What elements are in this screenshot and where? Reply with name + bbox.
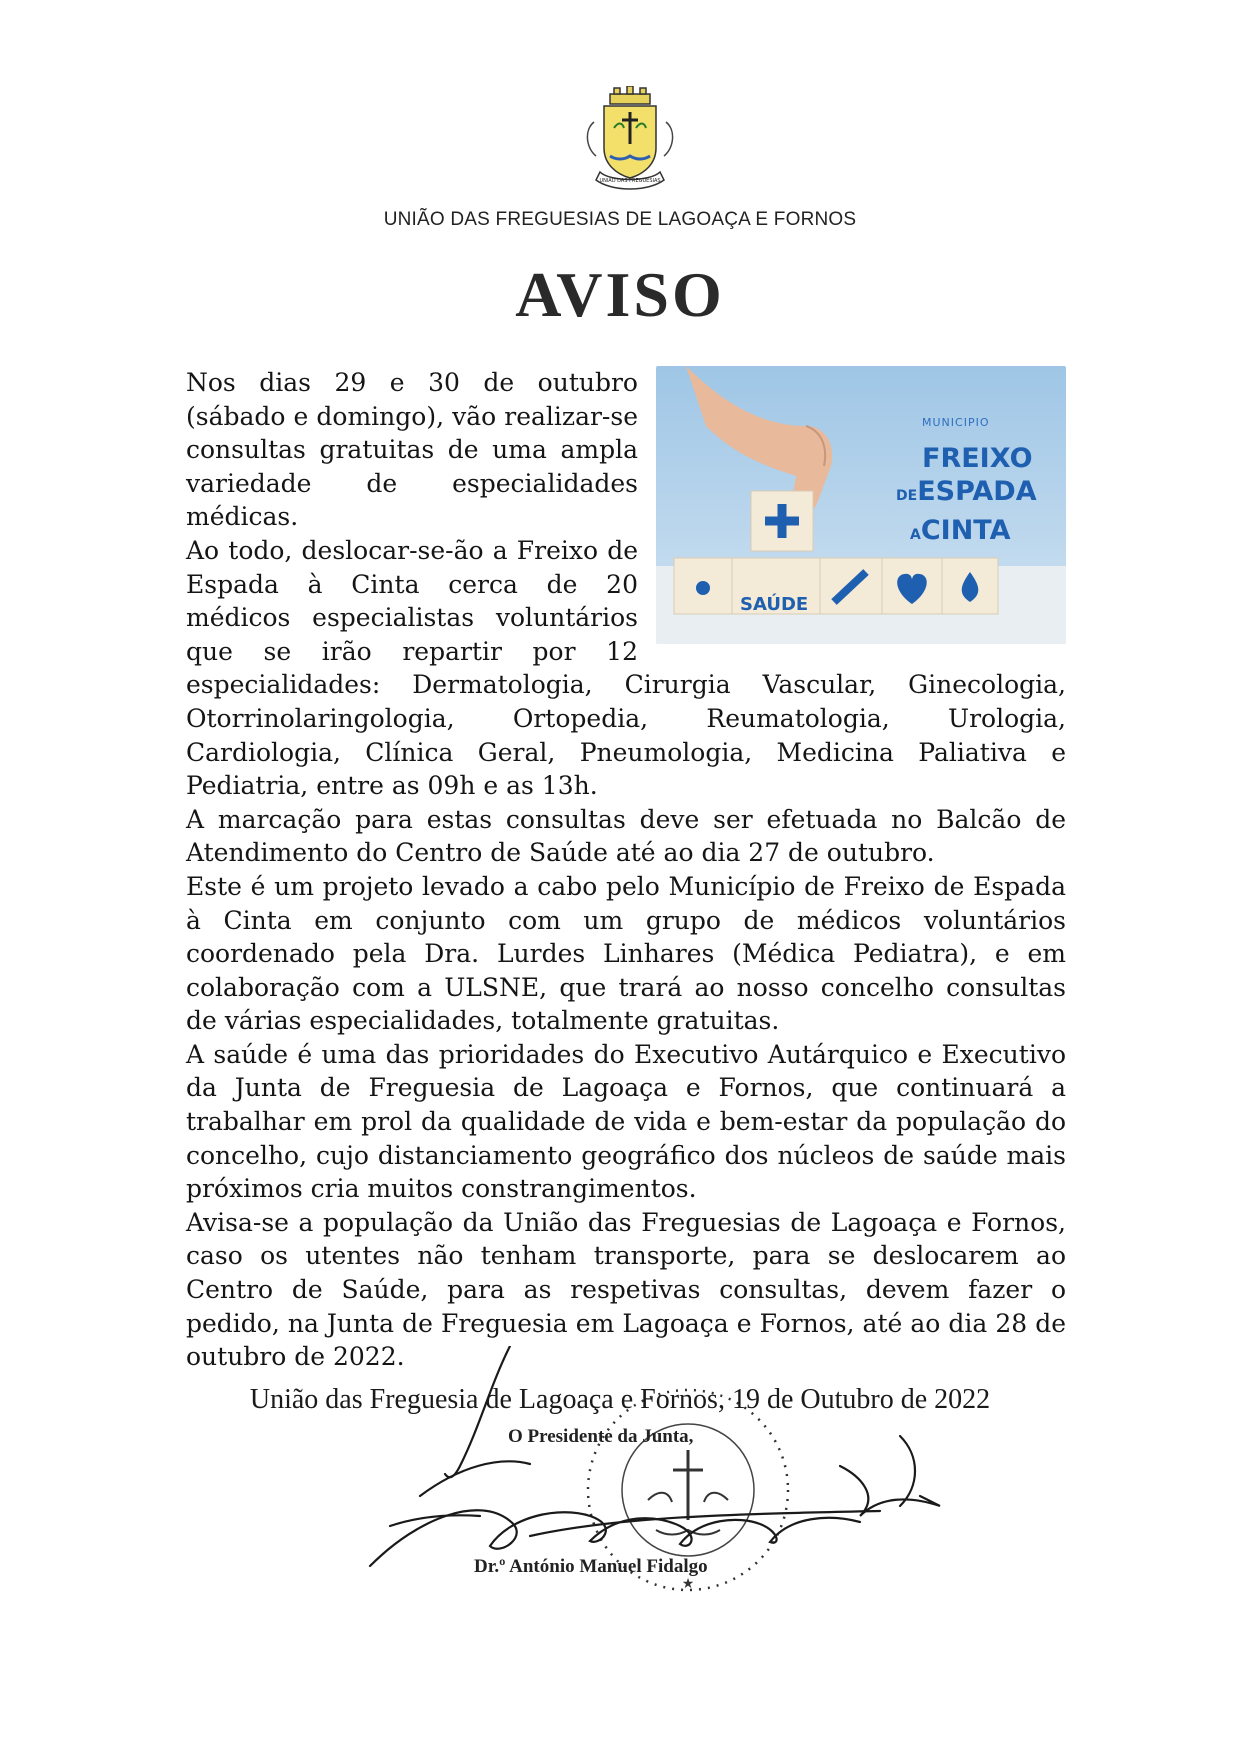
promo-line2-prefix: DE	[896, 488, 918, 505]
saude-block-label: SAÚDE	[740, 594, 809, 615]
paragraph: Ao todo, deslocar-se-ão a Freixo de Espada à Cinta cerca de 20 médicos especialistas voluntários que se irão repartir por 12 especialidades: Dermatologia, Cirurgia Vascular, Ginecologia, Otorrinolaringologia, Ortopedia, Reumatologia, Urologia, Cardiologia, Clínica Geral, Pneumologia, Medicina Paliativa e Pediatria, entre as 09h e as 13h.	[186, 535, 1066, 801]
promo-line2	[896, 475, 1066, 514]
crest-motto: UNIÃO DAS FREGUESIAS	[599, 178, 661, 184]
notice-body	[186, 366, 1066, 1374]
promo-line3-text: CINTA	[920, 514, 1011, 546]
signer-role: O Presidente da Junta,	[508, 1426, 694, 1447]
paragraph: Nos dias 29 e 30 de outubro (sábado e domingo), vão realizar-se consultas gratuitas de uma ampla variedade de especialidades médicas.	[186, 368, 638, 532]
organization-name: UNIÃO DAS FREGUESIAS DE LAGOAÇA E FORNOS	[383, 209, 857, 230]
promo-line3-prefix: A	[910, 526, 921, 543]
promo-line2-text: ESPADA	[917, 476, 1037, 508]
signer-name: Dr.º António Manuel Fidalgo	[474, 1556, 708, 1577]
paragraph: A saúde é uma das prioridades do Executivo Autárquico e Executivo da Junta de Freguesia de Lagoaça e Fornos, que continuará a trabalhar em prol da qualidade de vida e bem-estar da população do concelho, cujo distanciamento geográfico dos núcleos de saúde mais próximos cria muitos constrangimentos.	[186, 1039, 1066, 1204]
paragraph: Este é um projeto levado a cabo pelo Município de Freixo de Espada à Cinta em conjunto com um grupo de médicos voluntários coordenado pela Dra. Lurdes Linhares (Médica Pediatra), e em colaboração com a ULSNE, que trará ao nosso concelho consultas de várias especialidades, totalmente gratuitas.	[186, 871, 1066, 1036]
page-title: AVISO	[515, 259, 725, 330]
promo-line1: FREIXO	[922, 442, 1033, 474]
paragraph: Avisa-se a população da União das Freguesias de Lagoaça e Fornos, caso os utentes não tenham transporte, para se deslocarem ao Centro de Saúde, para as respetivas consultas, devem fazer o pedido, na Junta de Freguesia em Lagoaça e Fornos, até ao dia 28 de outubro de 2022.	[186, 1207, 1066, 1372]
svg-text:★: ★	[681, 1577, 695, 1592]
promo-image	[656, 366, 1066, 644]
promo-kicker: MUNICIPIO	[922, 416, 990, 429]
municipal-crest-icon	[570, 86, 690, 196]
signoff-line: União das Freguesia de Lagoaça e Fornos, 19 de Outubro de 2022	[249, 1384, 991, 1415]
promo-title	[896, 406, 1066, 552]
promo-line3	[910, 514, 1066, 553]
paragraph: A marcação para estas consultas deve ser efetuada no Balcão de Atendimento do Centro de Saúde até ao dia 27 de outubro.	[186, 804, 1066, 868]
